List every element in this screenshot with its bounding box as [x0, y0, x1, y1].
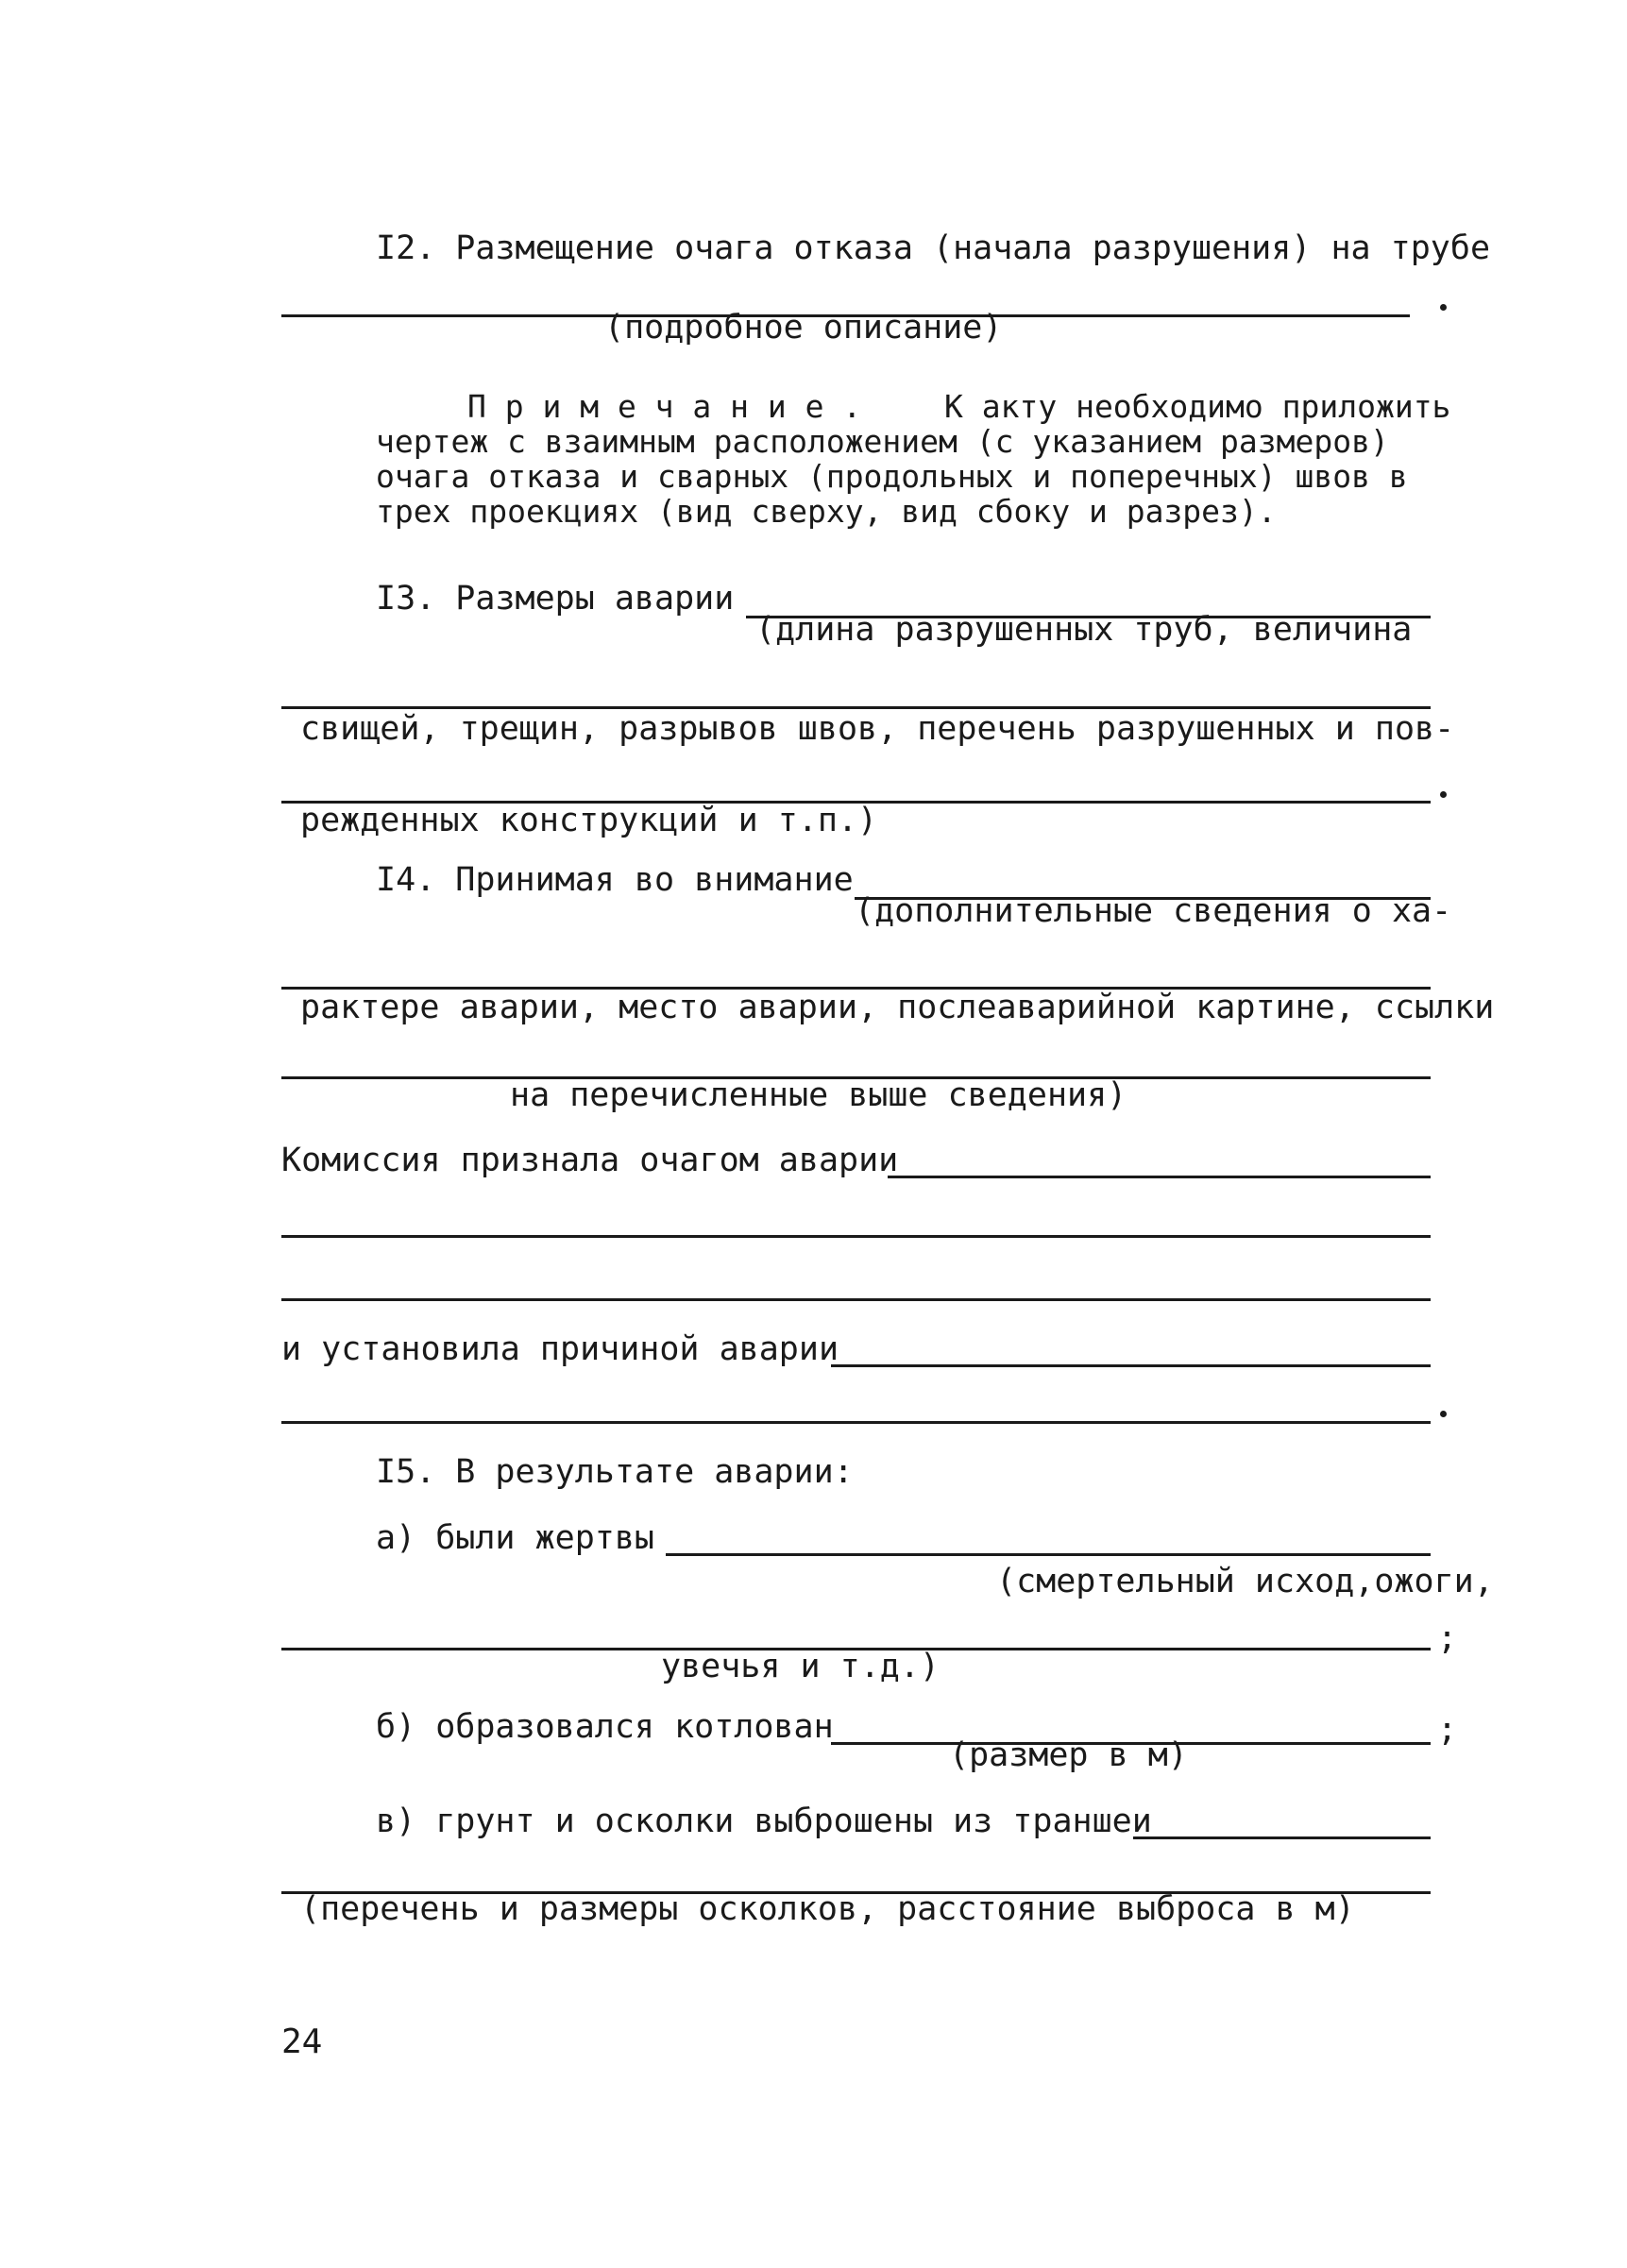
caption-12: (подробное описание) [604, 309, 1003, 347]
cause-field-line-2[interactable] [281, 1421, 1431, 1424]
caption-14-2: рактере аварии, место аварии, послеаварийной картине, ссылки [300, 989, 1495, 1026]
caption-14-3: на перечисленные выше сведения) [510, 1076, 1127, 1114]
page-number: 24 [281, 2023, 323, 2061]
semicolon-a: ; [1437, 1619, 1458, 1657]
caption-13-1: (длина разрушенных труб, величина [755, 611, 1413, 649]
focus-label: Комиссия признала очагом аварии [281, 1142, 899, 1179]
cause-field-line[interactable] [831, 1364, 1431, 1367]
caption-b: (размер в м) [949, 1736, 1188, 1774]
period-mark [1440, 1411, 1447, 1417]
note-line-3: трех проекциях (вид сверху, вид сбоку и разрез). [376, 493, 1277, 530]
caption-14-1: (дополнительные сведения о ха- [855, 892, 1452, 930]
debris-field-line[interactable] [1133, 1836, 1431, 1839]
note-line-1: чертеж с взаимным расположением (с указанием размеров) [376, 423, 1389, 460]
semicolon-b: ; [1437, 1711, 1458, 1749]
caption-a-1: (смертельный исход,ожоги, [996, 1563, 1494, 1600]
caption-13-3: режденных конструкций и т.п.) [300, 802, 878, 839]
caption-13-2: свищей, трещин, разрывов швов, перечень разрушенных и пов- [300, 710, 1455, 748]
victims-field-line[interactable] [666, 1553, 1431, 1556]
period-mark [1440, 304, 1447, 311]
item-a-label: а) были жертвы [376, 1519, 655, 1557]
section-15-title: I5. В результате аварии: [376, 1453, 854, 1491]
focus-field-line[interactable] [888, 1176, 1431, 1178]
cause-label: и установила причиной аварии [281, 1330, 839, 1368]
caption-a-2: увечья и т.д.) [661, 1648, 941, 1685]
caption-c: (перечень и размеры осколков, расстояние выброса в м) [300, 1890, 1355, 1928]
section-12-title: I2. Размещение очага отказа (начала разрушения) на трубе [376, 229, 1491, 267]
field-line-13b[interactable] [281, 706, 1431, 709]
note-text-first: К акту необходимо приложить [944, 388, 1451, 425]
focus-field-line-3[interactable] [281, 1298, 1431, 1301]
period-mark [1440, 791, 1447, 798]
focus-field-line-2[interactable] [281, 1235, 1431, 1238]
section-14-label: I4. Принимая во внимание [376, 861, 854, 899]
note-title: П р и м е ч а н и е . [467, 388, 862, 425]
section-13-label: I3. Размеры аварии [376, 580, 735, 618]
note-line-2: очага отказа и сварных (продольных и поперечных) швов в [376, 458, 1408, 495]
item-c-label: в) грунт и осколки выброшены из траншеи [376, 1803, 1152, 1840]
item-b-label: б) образовался котлован [376, 1708, 834, 1746]
